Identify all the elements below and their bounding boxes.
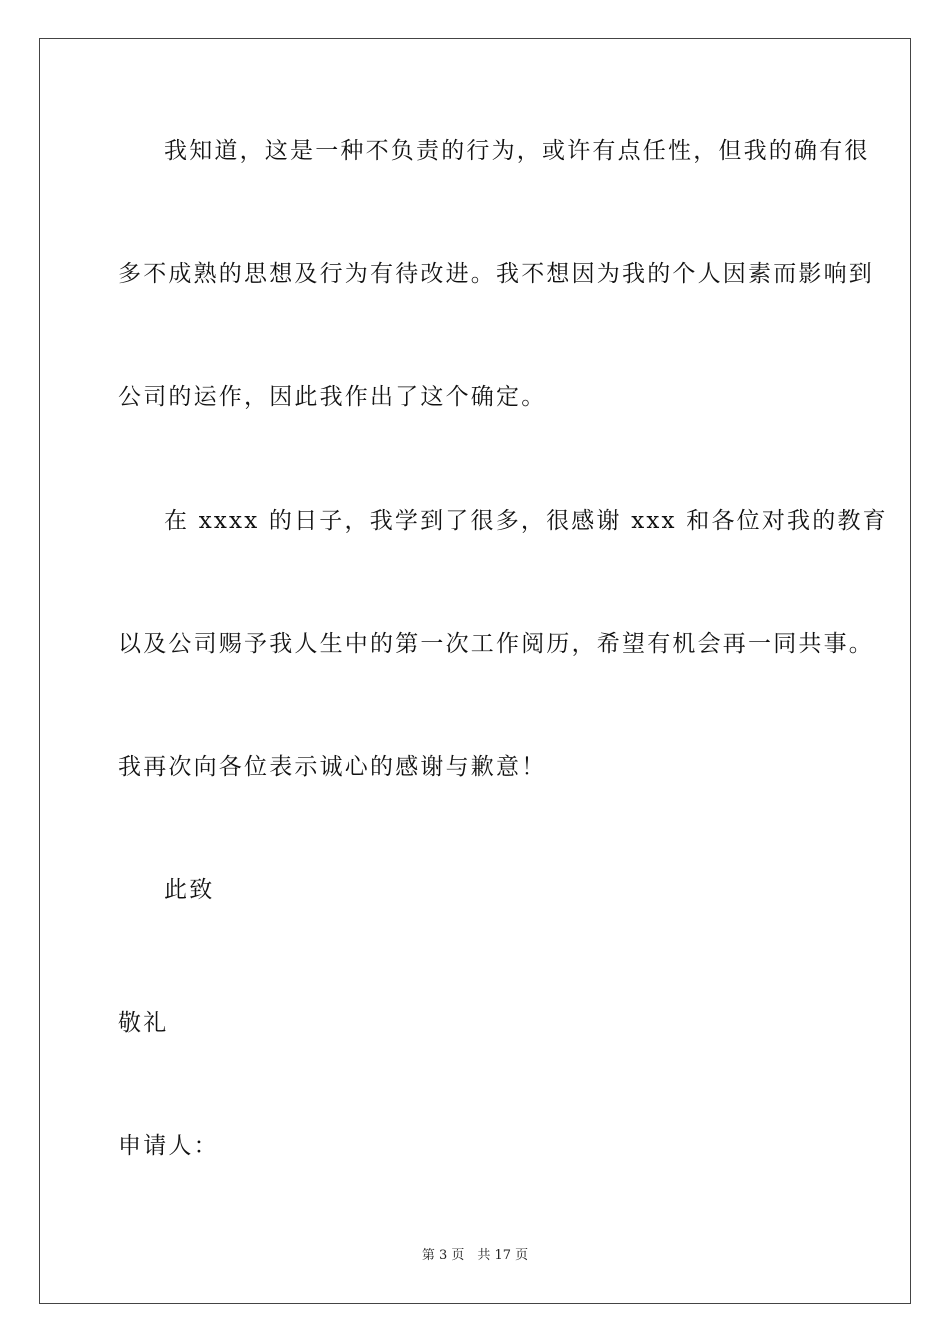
paragraph-1-line-1: 我知道，这是一种不负责的行为，或许有点任性，但我的确有很 bbox=[164, 138, 870, 164]
paragraph-1-line-3: 公司的运作，因此我作出了这个确定。 bbox=[118, 384, 547, 410]
page-number: 第 3 页 共 17 页 bbox=[421, 1248, 529, 1263]
paragraph-2-line-2: 以及公司赐予我人生中的第一次工作阅历，希望有机会再一同共事。 bbox=[118, 631, 874, 657]
page-border bbox=[39, 38, 911, 1304]
closing-regards: 敬礼 bbox=[118, 1010, 169, 1036]
paragraph-2-line-1: 在 xxxx 的日子，我学到了很多，很感谢 xxx 和各位对我的教育 bbox=[164, 508, 888, 534]
applicant-label: 申请人： bbox=[118, 1133, 219, 1159]
paragraph-1-line-2: 多不成熟的思想及行为有待改进。我不想因为我的个人因素而影响到 bbox=[118, 261, 874, 287]
paragraph-2-line-3: 我再次向各位表示诚心的感谢与歉意！ bbox=[118, 754, 547, 780]
closing-salutation: 此致 bbox=[164, 877, 215, 903]
